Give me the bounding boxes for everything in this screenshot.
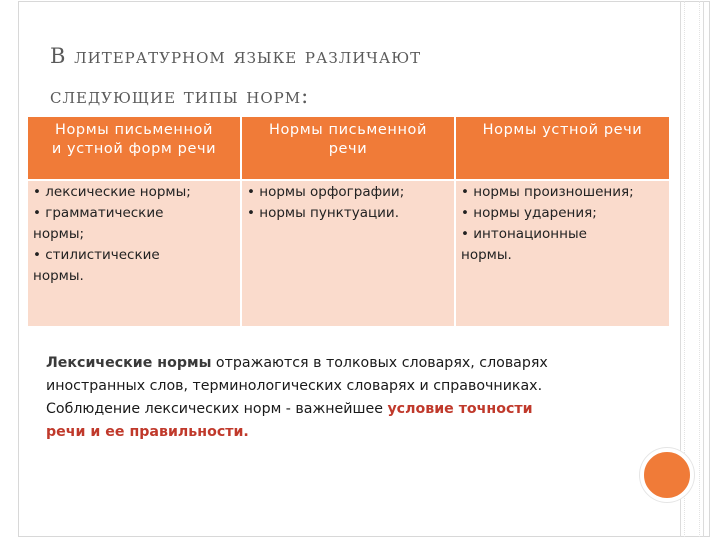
table-cell-oral (456, 181, 669, 326)
list-item: • стилистические (33, 247, 160, 263)
paragraph-line-1 (46, 352, 646, 375)
title-line-1: В литературном языке различают (50, 44, 422, 68)
paragraph-line-3 (46, 398, 646, 421)
list-item: нормы. (33, 268, 84, 284)
lexical-norms-paragraph (46, 352, 646, 444)
list-item: • нормы произношения; (461, 184, 634, 200)
paragraph-text: отражаются в толковых словарях, словарях (211, 355, 548, 371)
header-line: речи (328, 141, 368, 157)
paragraph-line-2: иностранных слов, терминологических словарях и справочниках. (46, 378, 543, 394)
list-item: нормы; (33, 226, 85, 242)
list-item: • нормы орфографии; (247, 184, 405, 200)
highlight-text: условие точности (387, 401, 533, 417)
list-item: • нормы ударения; (461, 205, 597, 221)
table-header-oral (456, 117, 669, 179)
table-header-written-oral (28, 117, 240, 179)
highlight-text: речи и ее правильности. (46, 424, 249, 440)
paragraph-line-4 (46, 421, 646, 444)
list-item: нормы. (461, 247, 512, 263)
paragraph-text: Соблюдение лексических норм - важнейшее (46, 401, 388, 417)
list-item: • нормы пунктуации. (247, 205, 399, 221)
table-cell-written-oral (28, 181, 240, 326)
lexical-norms-term: Лексические нормы (46, 355, 212, 371)
list-item: • интонационные (461, 226, 587, 242)
header-line: Нормы письменной (54, 122, 214, 138)
header-line: Нормы письменной (268, 122, 428, 138)
decorative-circle (640, 448, 694, 502)
table-cell-written (242, 181, 454, 326)
header-line: и устной форм речи (51, 141, 217, 157)
slide-title (50, 36, 610, 116)
table-header-written (242, 117, 454, 179)
list-item: • лексические нормы; (33, 184, 191, 200)
title-line-2: следующие типы норм: (50, 84, 310, 108)
list-item: • грамматические (33, 205, 164, 221)
header-line: Нормы устной речи (482, 122, 643, 138)
